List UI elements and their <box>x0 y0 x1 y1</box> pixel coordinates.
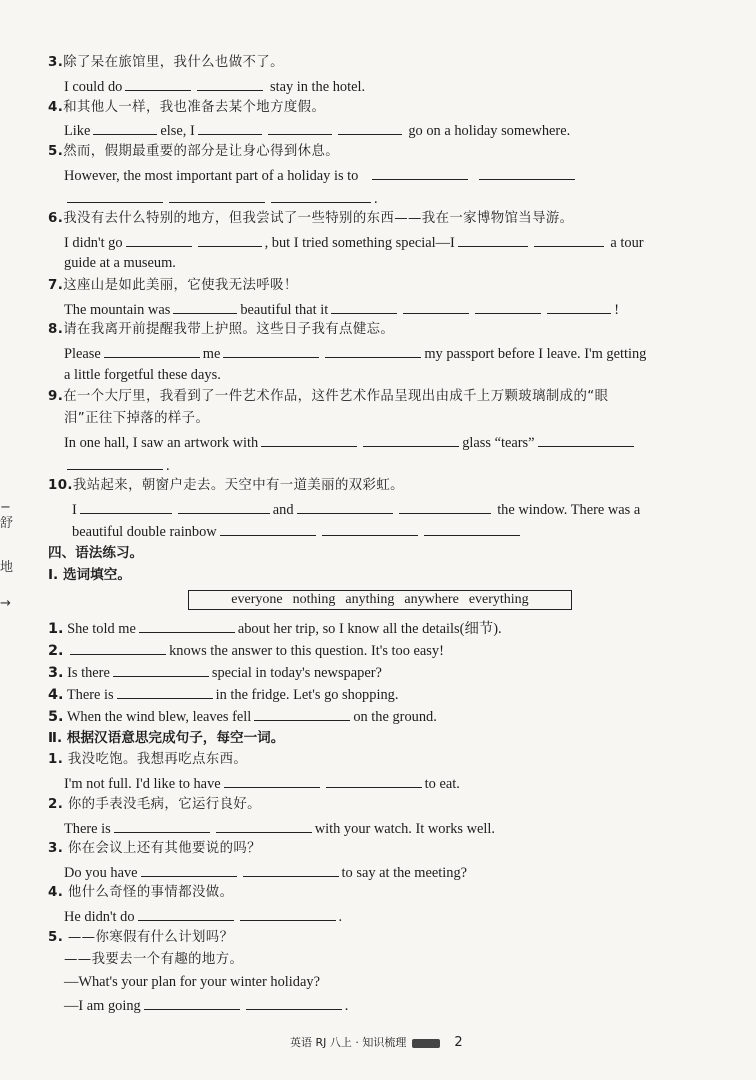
blank[interactable] <box>534 232 604 247</box>
blank[interactable] <box>80 499 172 514</box>
part2-item-5-english-question: —What's your plan for your winter holiday? <box>64 974 320 990</box>
blank[interactable] <box>268 120 332 135</box>
word-bank-item: nothing <box>292 592 336 607</box>
part-2-title: Ⅱ. 根据汉语意思完成句子，每空一词。 <box>48 730 285 746</box>
part1-item-1: 1. She told me about her trip, so I know all the details(细节). <box>48 618 502 638</box>
part2-item-3-chinese: 3. 你在会议上还有其他要说的吗？ <box>48 841 261 856</box>
blank[interactable] <box>139 618 235 633</box>
item-4-chinese: 4.和其他人一样，我也准备去某个地方度假。 <box>48 100 326 115</box>
blank[interactable] <box>338 120 402 135</box>
blank[interactable] <box>67 455 163 470</box>
footer-text: 英语 RJ 八上 · 知识梳理 <box>290 1036 407 1049</box>
blank[interactable] <box>178 499 270 514</box>
item-9-english: In one hall, I saw an artwork with glass “tears” <box>64 432 637 452</box>
margin-char-2: 地 <box>0 560 14 575</box>
blank[interactable] <box>114 818 210 833</box>
part1-item-5: 5. When the wind blew, leaves fell on the ground. <box>48 706 437 726</box>
blank[interactable] <box>424 521 520 536</box>
item-8-english: Please me my passport before I leave. I'm getting <box>64 343 646 363</box>
page-number: 2 <box>454 1035 463 1050</box>
item-9-cont: . <box>64 455 170 475</box>
part2-item-5-chinese: 5. ——你寒假有什么计划吗？ <box>48 930 234 945</box>
blank[interactable] <box>458 232 528 247</box>
blank[interactable] <box>144 995 240 1010</box>
part1-item-2: 2. knows the answer to this question. It's too easy! <box>48 640 444 660</box>
word-bank-item: anywhere <box>404 592 459 607</box>
word-bank <box>188 590 572 610</box>
publisher-logo-icon <box>412 1039 440 1048</box>
item-9-chinese-cont: 泪”正往下掉落的样子。 <box>64 411 210 426</box>
blank[interactable] <box>475 299 541 314</box>
blank[interactable] <box>216 818 312 833</box>
margin-char-1: 舒 <box>0 516 14 531</box>
blank[interactable] <box>198 120 262 135</box>
blank[interactable] <box>113 662 209 677</box>
item-6-cont: guide at a museum. <box>64 255 176 271</box>
blank[interactable] <box>126 232 192 247</box>
blank[interactable] <box>325 343 421 358</box>
blank[interactable] <box>538 432 634 447</box>
blank[interactable] <box>403 299 469 314</box>
part2-item-3-english: Do you have to say at the meeting? <box>64 862 467 882</box>
word-bank-item: everyone <box>231 592 283 607</box>
blank[interactable] <box>169 188 265 203</box>
item-3-english: I could do stay in the hotel. <box>64 76 365 96</box>
blank[interactable] <box>479 165 575 180</box>
blank[interactable] <box>223 343 319 358</box>
part2-item-5-chinese-reply: ——我要去一个有趣的地方。 <box>64 952 244 967</box>
blank[interactable] <box>399 499 491 514</box>
blank[interactable] <box>173 299 237 314</box>
item-5-cont: . <box>64 188 378 208</box>
item-7-english: The mountain was beautiful that it ! <box>64 299 619 319</box>
part2-item-4-english: He didn't do . <box>64 906 342 926</box>
item-5-chinese: 5.然而，假期最重要的部分是让身心得到休息。 <box>48 144 340 159</box>
blank[interactable] <box>254 706 350 721</box>
blank[interactable] <box>547 299 611 314</box>
blank[interactable] <box>240 906 336 921</box>
blank[interactable] <box>246 995 342 1010</box>
item-6-chinese: 6.我没有去什么特别的地方，但我尝试了一些特别的东西——我在一家博物馆当导游。 <box>48 211 574 226</box>
word-bank-item: everything <box>468 592 529 607</box>
blank[interactable] <box>271 188 371 203</box>
margin-arrow-icon: → <box>0 596 11 611</box>
item-10-cont: beautiful double rainbow <box>72 521 523 541</box>
part2-item-2-chinese: 2. 你的手表没毛病，它运行良好。 <box>48 797 261 812</box>
page-footer <box>290 1034 463 1050</box>
blank[interactable] <box>117 684 213 699</box>
part1-item-3: 3. Is there special in today's newspaper? <box>48 662 382 682</box>
blank[interactable] <box>70 640 166 655</box>
blank[interactable] <box>363 432 459 447</box>
item-3-chinese: 3.除了呆在旅馆里，我什么也做不了。 <box>48 55 284 70</box>
margin-dash: − <box>0 500 11 515</box>
part2-item-1-chinese: 1. 我没吃饱。我想再吃点东西。 <box>48 752 248 767</box>
section-4-title: 四、语法练习。 <box>48 545 144 561</box>
item-10-english: I and the window. There was a <box>72 499 640 519</box>
item-5-english: However, the most important part of a holiday is to <box>64 165 578 185</box>
item-7-chinese: 7.这座山是如此美丽，它使我无法呼吸！ <box>48 278 298 293</box>
word-bank-item: anything <box>345 592 395 607</box>
blank[interactable] <box>125 76 191 91</box>
item-6-english: I didn't go , but I tried something special—I a tour <box>64 232 644 252</box>
blank[interactable] <box>243 862 339 877</box>
part-1-title: Ⅰ. 选词填空。 <box>48 567 131 583</box>
item-8-chinese: 8.请在我离开前提醒我带上护照。这些日子我有点健忘。 <box>48 322 395 337</box>
blank[interactable] <box>198 232 262 247</box>
item-8-cont: a little forgetful these days. <box>64 367 221 383</box>
item-10-chinese: 10.我站起来，朝窗户走去。天空中有一道美丽的双彩虹。 <box>48 478 404 493</box>
part2-item-2-english: There is with your watch. It works well. <box>64 818 495 838</box>
blank[interactable] <box>197 76 263 91</box>
part2-item-4-chinese: 4. 他什么奇怪的事情都没做。 <box>48 885 234 900</box>
blank[interactable] <box>224 773 320 788</box>
blank[interactable] <box>220 521 316 536</box>
blank[interactable] <box>141 862 237 877</box>
blank[interactable] <box>104 343 200 358</box>
blank[interactable] <box>372 165 468 180</box>
item-4-english: Like else, I go on a holiday somewhere. <box>64 120 570 140</box>
part1-item-4: 4. There is in the fridge. Let's go shopping. <box>48 684 398 704</box>
blank[interactable] <box>322 521 418 536</box>
blank[interactable] <box>297 499 393 514</box>
part2-item-5-english: —I am going . <box>64 995 348 1015</box>
blank[interactable] <box>331 299 397 314</box>
blank[interactable] <box>93 120 157 135</box>
item-9-chinese: 9.在一个大厅里，我看到了一件艺术作品，这件艺术作品呈现出由成千上万颗玻璃制成的“眼 <box>48 389 609 404</box>
blank[interactable] <box>261 432 357 447</box>
blank[interactable] <box>326 773 422 788</box>
blank[interactable] <box>138 906 234 921</box>
part2-item-1-english: I'm not full. I'd like to have to eat. <box>64 773 460 793</box>
blank[interactable] <box>67 188 163 203</box>
